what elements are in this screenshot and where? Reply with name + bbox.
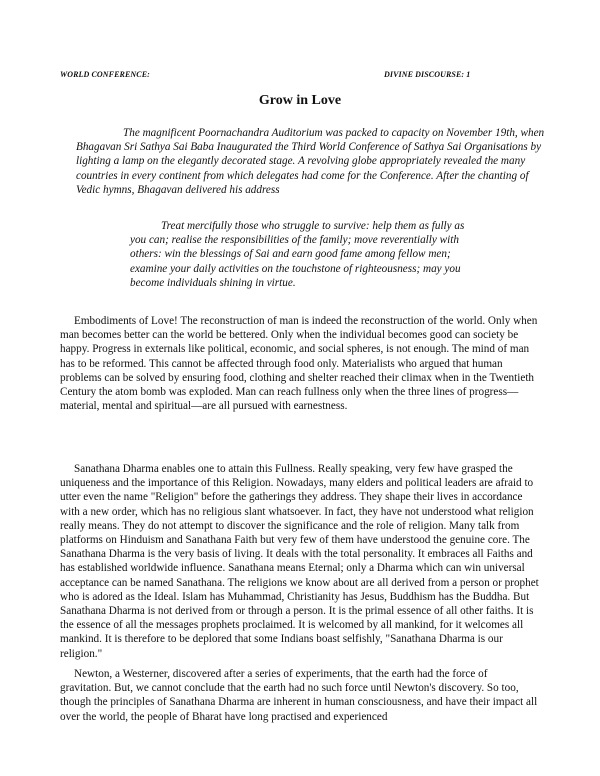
discourse-title: Grow in Love	[258, 93, 342, 108]
block-quote: Treat mercifully those who struggle to survive: help them as fully as you can; realise the responsibilities of the family; move reverentially with others: win the blessings of Sai and earn good fame among fellow men; examine your daily activities on the touchstone of righteousness; may you become individuals shining in virtue.	[130, 220, 465, 289]
body-paragraph-3: Newton, a Westerner, discovered after a series of experiments, that the earth had the force of gravitation. But, we cannot conclude that the earth had no such force until Newton's discovery. So too, though the principles of Sanathana Dharma are inherent in human consciousness, and have their impact all over the world, the people of Bharat have long practised and experienced	[60, 668, 538, 723]
body-paragraph-1: Embodiments of Love! The reconstruction of man is indeed the reconstruction of the world. Only when man becomes better can the world be bettered. Only when the individual becomes good can society be happy. Progress in externals like political, economic, and social spheres, is not enough. The mind of man has to be reformed. This cannot be affected through food only. Materialists who argued that human problems can be solved by ensuring food, clothing and shelter reached their climax when in the Twentieth Century the atom bomb was exploded. Man can reach fullness only when the three lines of progress—material, mental and spiritual—are all pursued with earnestness.	[60, 315, 538, 413]
running-header-left: WORLD CONFERENCE:	[60, 70, 150, 79]
running-header-right: DIVINE DISCOURSE: 1	[384, 70, 471, 79]
body-paragraph-2: Sanathana Dharma enables one to attain this Fullness. Really speaking, very few have grasped the uniqueness and the importance of this Religion. Nowadays, many elders and political leaders are afraid to utter even the name "Religion" before the gatherings they address. They shape their lives in accordance with a new order, which has no religious slant whatsoever. In fact, they have not understood what religion really means. They do not attempt to discover the significance and the role of religion. Many talk from platforms on Hinduism and Sanathana Faith but very few of them have understood the genuine core. The Sanathana Dharma is the very basis of living. It deals with the total personality. It embraces all Faiths and has established worldwide influence. Sanathana means Eternal; only a Dharma which can win universal acceptance can be named Sanathana. The religions we know about are all derived from a person or prophet who is adored as the Ideal. Islam has Muhammad, Christianity has Jesus, Buddhism has the Buddha. But Sanathana Dharma is not derived from or through a person. It is the primal essence of all other faiths. It is the essence of all the messages prophets proclaimed. It is welcomed by all mankind, for it welcomes all mankind. It is therefore to be deplored that some Indians boast selfishly, "Sanathana Dharma is our religion."	[60, 463, 539, 660]
intro-paragraph: The magnificent Poornachandra Auditorium was packed to capacity on November 19th, when Bhagavan Sri Sathya Sai Baba Inaugurated the Third World Conference of Sathya Sai Organisations by lighting a lamp on the elegantly decorated stage. A revolving globe appropriately revealed the many countries in every continent from which delegates had come for the Conference. After the chanting of Vedic hymns, Bhagavan delivered his address	[76, 127, 545, 196]
